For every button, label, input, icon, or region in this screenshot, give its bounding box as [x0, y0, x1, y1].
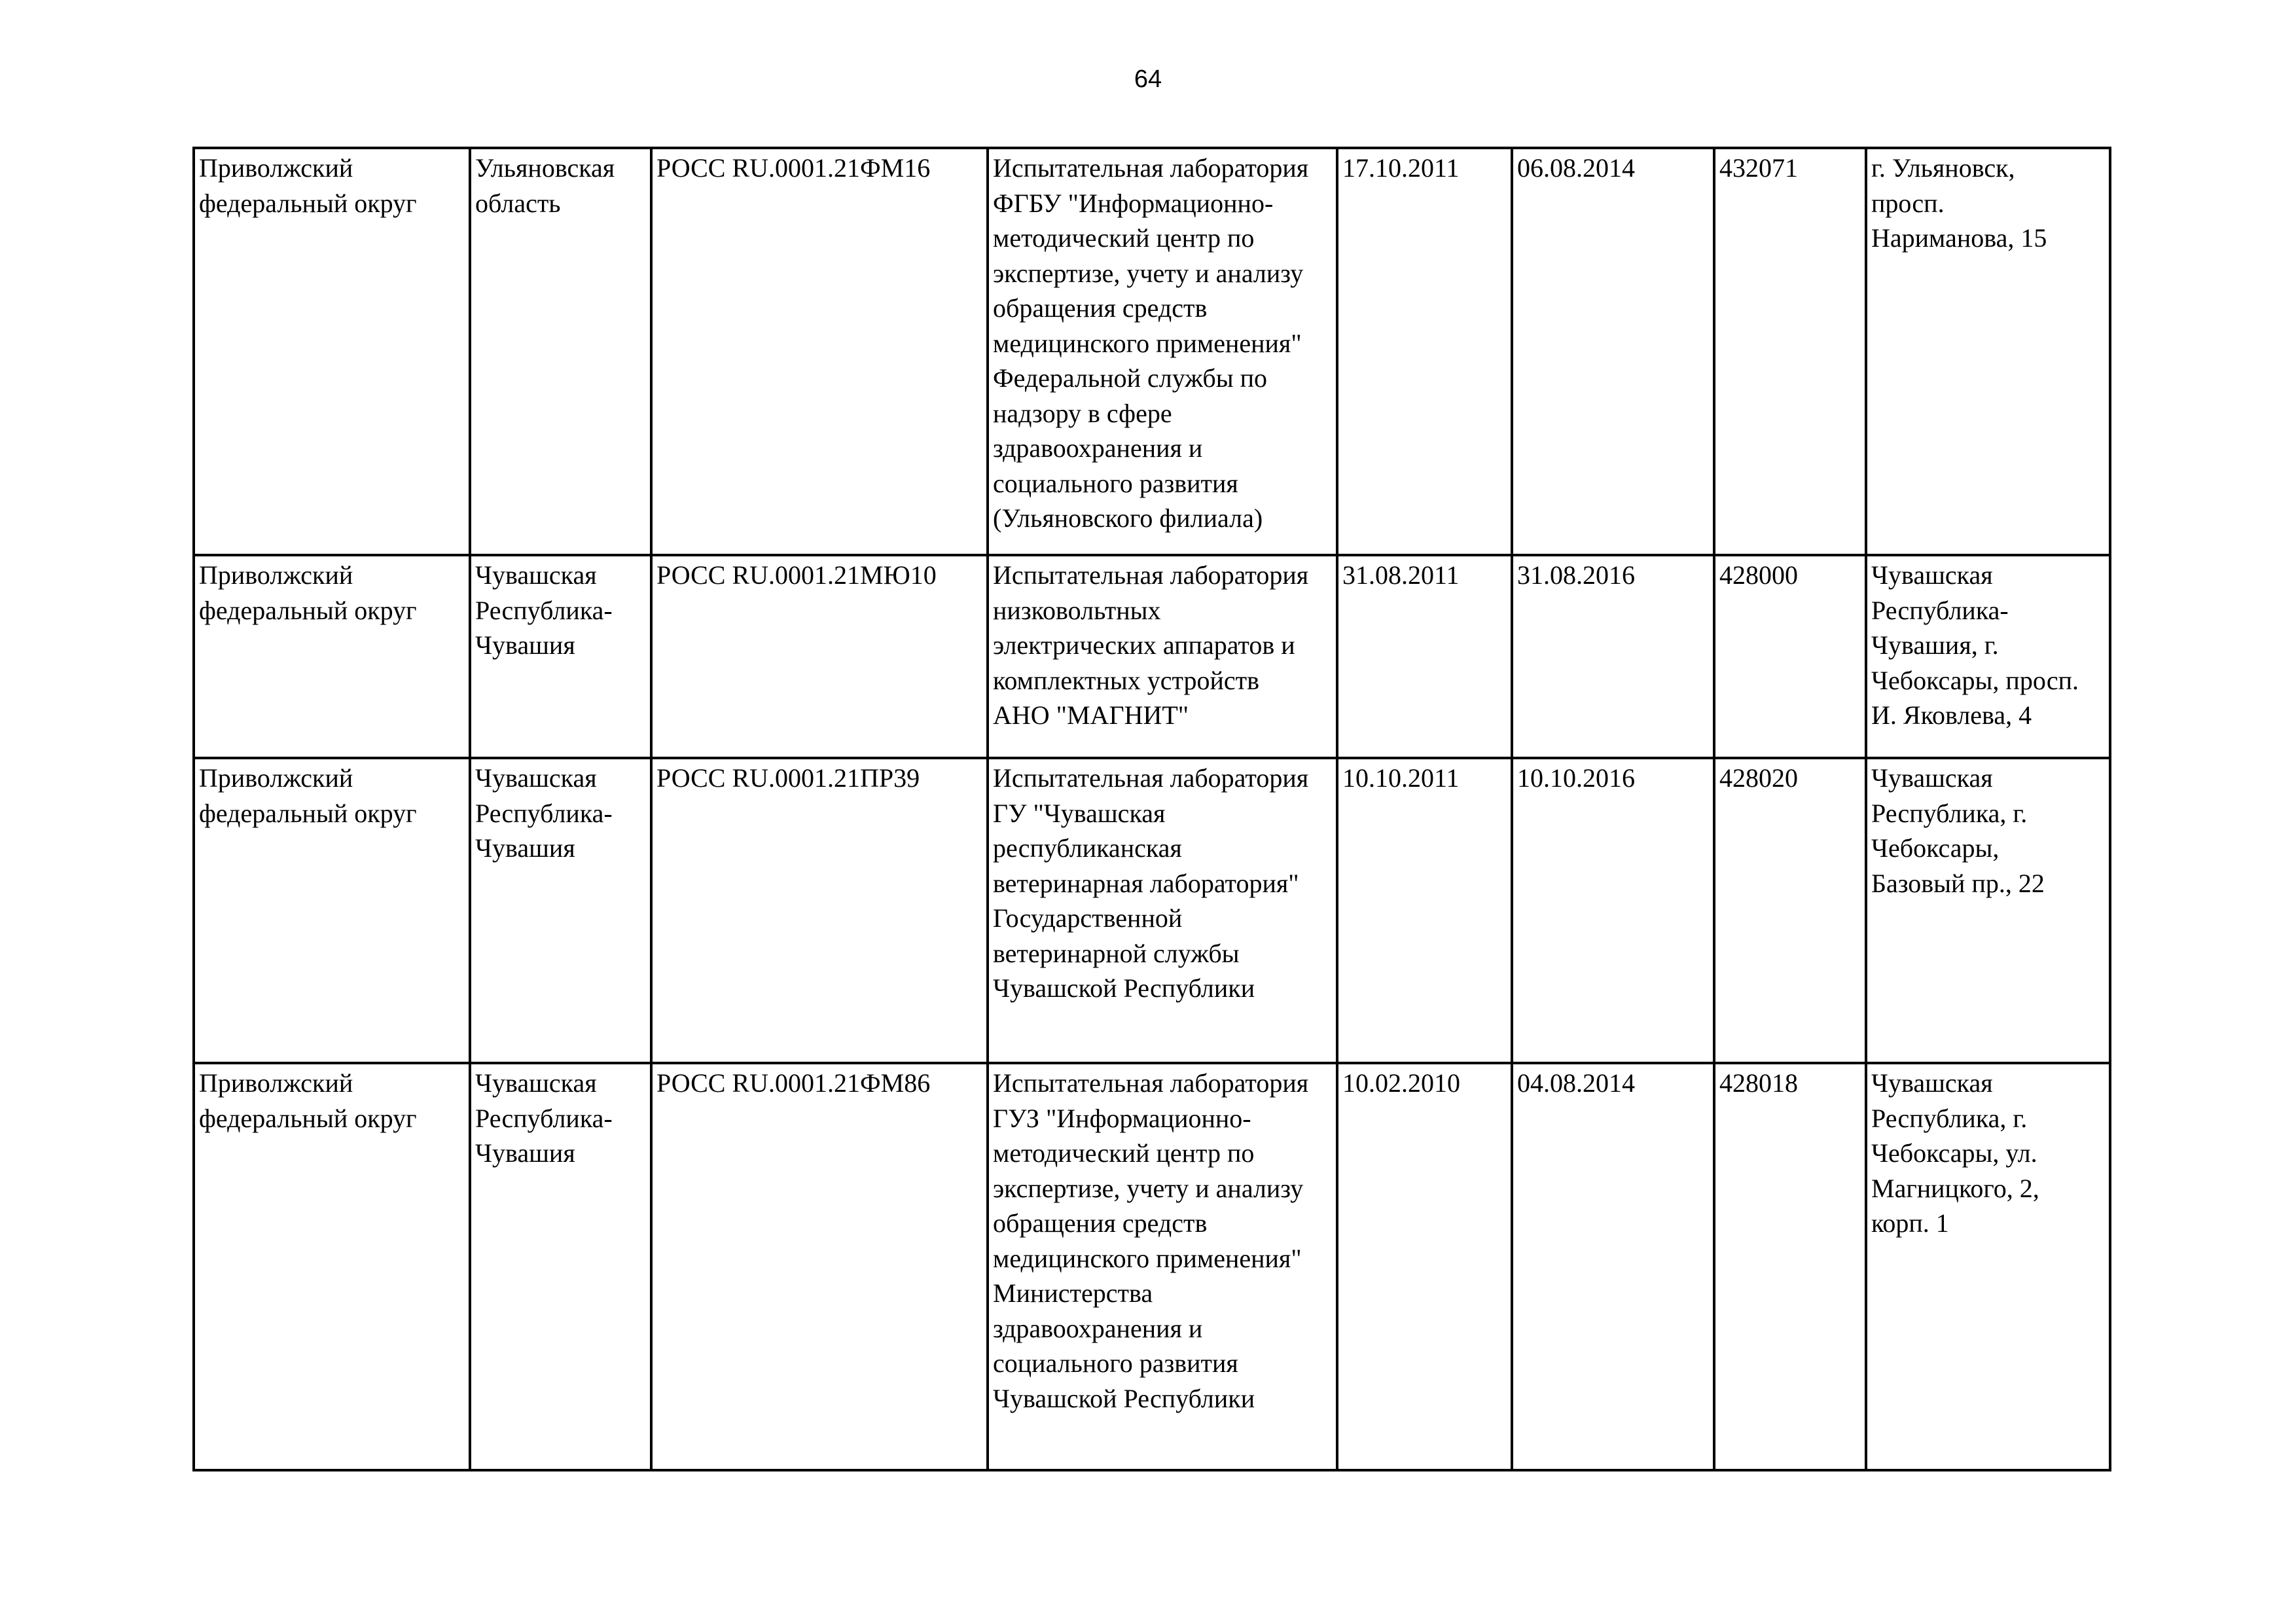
table-row	[194, 758, 2110, 1063]
laboratory-cell: Испытательная лаборатория ФГБУ "Информационно- методический центр по экспертизе, учету и анализу обращения средств медицинского применения" Федеральной службы по надзору в сфере здравоохранения и социального развития (Ульяновского филиала)	[988, 148, 1337, 555]
address-cell: Чувашская Республика, г. Чебоксары, Базовый пр., 22	[1866, 758, 2110, 1063]
date-to-cell: 10.10.2016	[1512, 758, 1714, 1063]
postal-code-cell: 428020	[1714, 758, 1866, 1063]
laboratory-cell: Испытательная лаборатория ГУ "Чувашская республиканская ветеринарная лаборатория" Государственной ветеринарной службы Чувашской Республики	[988, 758, 1337, 1063]
district-cell: Приволжский федеральный округ	[194, 148, 470, 555]
date-from-cell: 31.08.2011	[1337, 555, 1512, 758]
region-cell: Чувашская Республика- Чувашия	[470, 555, 651, 758]
laboratory-cell: Испытательная лаборатория низковольтных электрических аппаратов и комплектных устройств АНО "МАГНИТ"	[988, 555, 1337, 758]
region-cell: Ульяновская область	[470, 148, 651, 555]
address-cell: Чувашская Республика- Чувашия, г. Чебоксары, просп. И. Яковлева, 4	[1866, 555, 2110, 758]
address-cell: г. Ульяновск, просп. Нариманова, 15	[1866, 148, 2110, 555]
date-from-cell: 17.10.2011	[1337, 148, 1512, 555]
postal-code-cell: 428000	[1714, 555, 1866, 758]
table-row	[194, 1063, 2110, 1470]
postal-code-cell: 432071	[1714, 148, 1866, 555]
table-row	[194, 148, 2110, 555]
date-from-cell: 10.02.2010	[1337, 1063, 1512, 1470]
district-cell: Приволжский федеральный округ	[194, 1063, 470, 1470]
laboratory-cell: Испытательная лаборатория ГУЗ "Информационно- методический центр по экспертизе, учету и анализу обращения средств медицинского применения" Министерства здравоохранения и социального развития Чувашской Республики	[988, 1063, 1337, 1470]
date-to-cell: 04.08.2014	[1512, 1063, 1714, 1470]
certificate-cell: РОСС RU.0001.21ФМ86	[651, 1063, 988, 1470]
certificate-cell: РОСС RU.0001.21ФМ16	[651, 148, 988, 555]
address-cell: Чувашская Республика, г. Чебоксары, ул. Магницкого, 2, корп. 1	[1866, 1063, 2110, 1470]
postal-code-cell: 428018	[1714, 1063, 1866, 1470]
page-number: 64	[1134, 65, 1162, 93]
registry-table	[192, 147, 2111, 1471]
certificate-cell: РОСС RU.0001.21ПР39	[651, 758, 988, 1063]
certificate-cell: РОСС RU.0001.21МЮ10	[651, 555, 988, 758]
district-cell: Приволжский федеральный округ	[194, 758, 470, 1063]
region-cell: Чувашская Республика- Чувашия	[470, 1063, 651, 1470]
table-row	[194, 555, 2110, 758]
date-from-cell: 10.10.2011	[1337, 758, 1512, 1063]
district-cell: Приволжский федеральный округ	[194, 555, 470, 758]
region-cell: Чувашская Республика- Чувашия	[470, 758, 651, 1063]
date-to-cell: 06.08.2014	[1512, 148, 1714, 555]
date-to-cell: 31.08.2016	[1512, 555, 1714, 758]
